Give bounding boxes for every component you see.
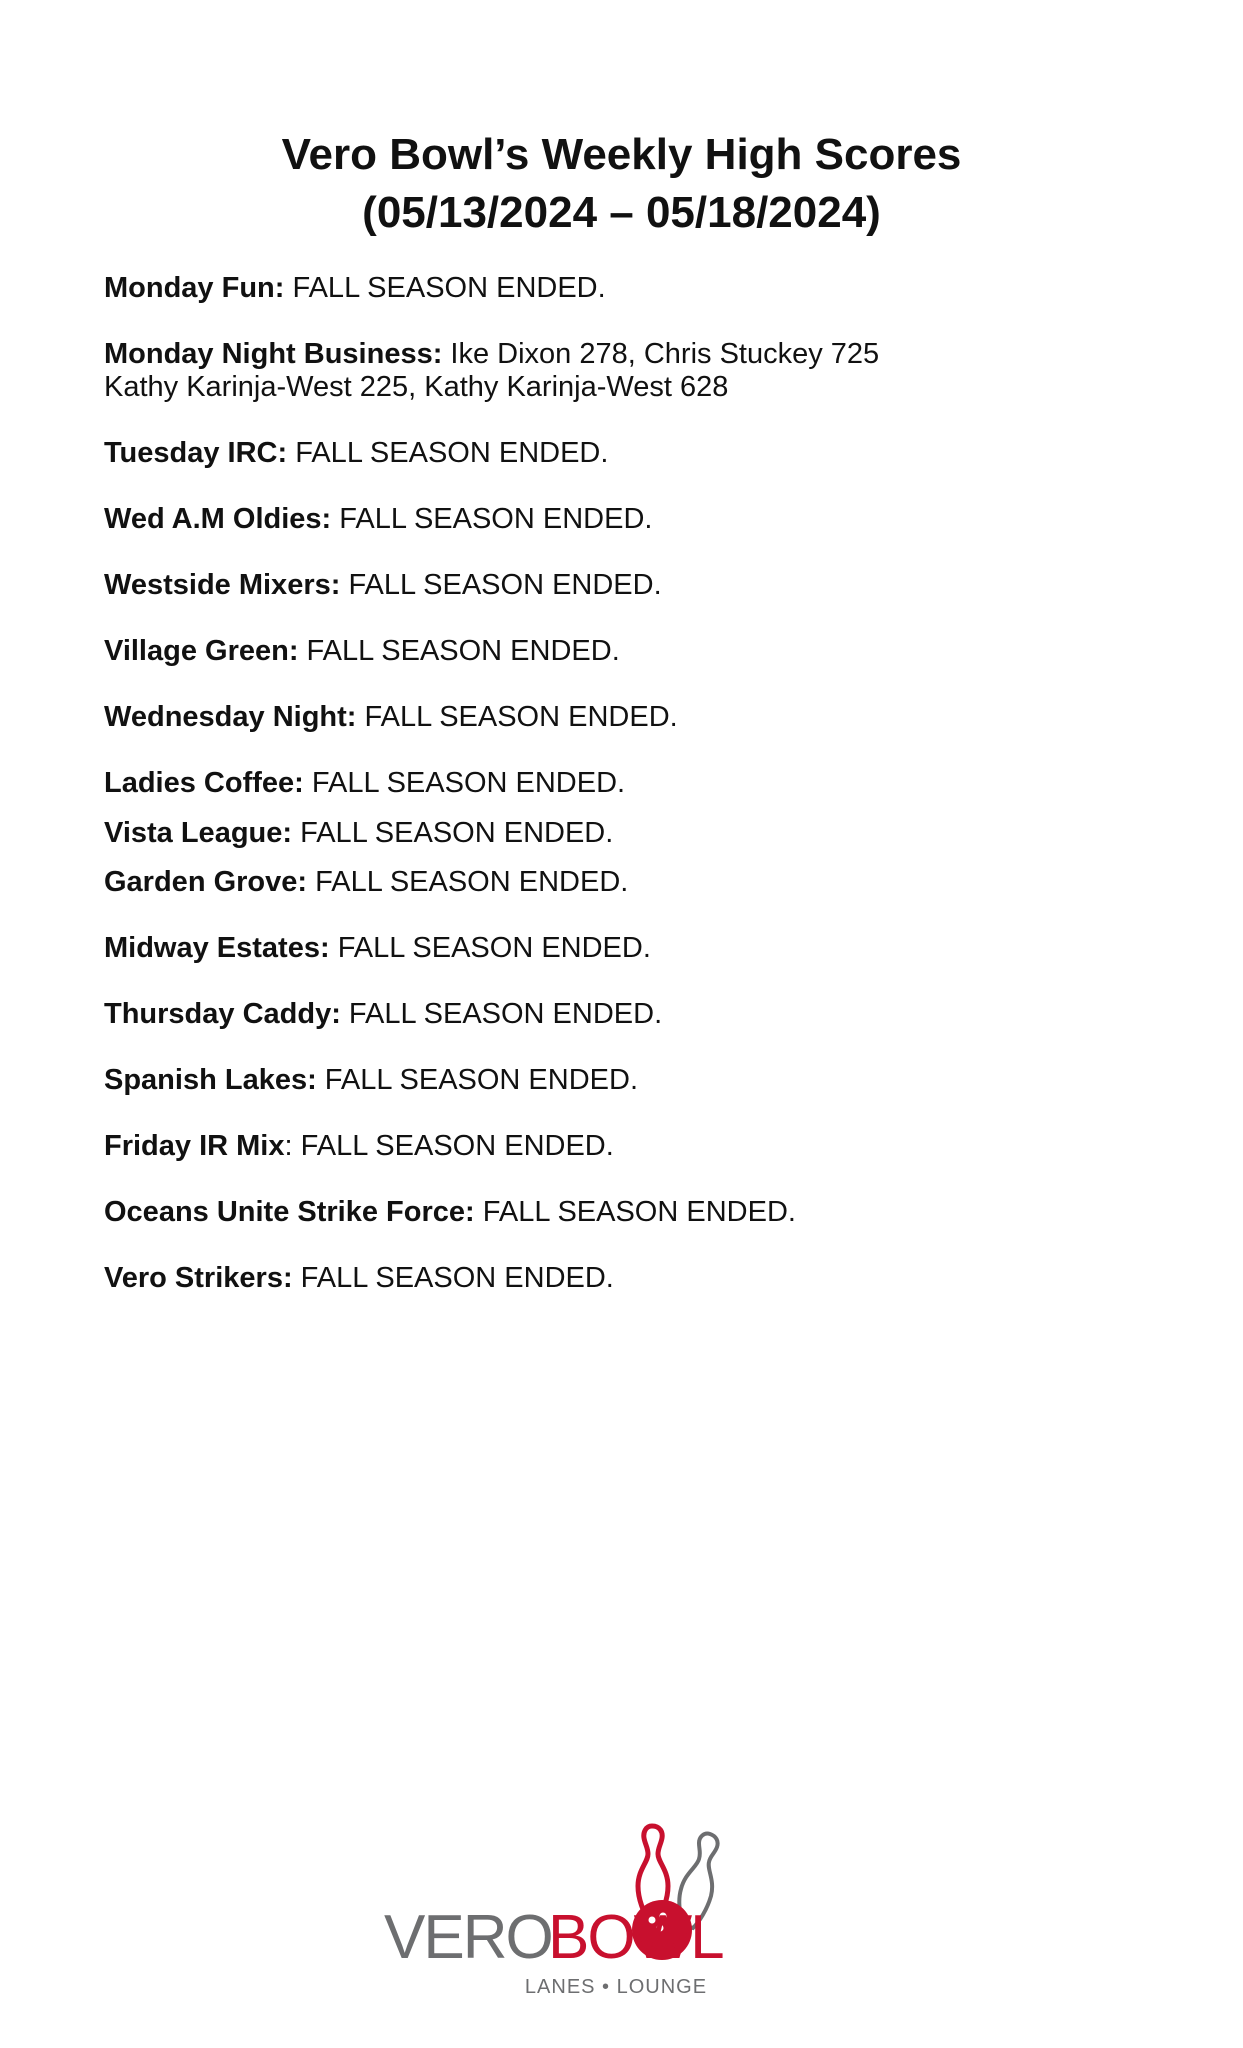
league-entry: [104, 503, 652, 536]
league-name: Tuesday IRC:: [104, 437, 288, 469]
league-entry: [104, 635, 620, 668]
league-name: Ladies Coffee:: [104, 767, 304, 799]
page-title: [0, 126, 1243, 242]
league-entry: [104, 1262, 614, 1295]
logo-word-vero: VERO: [384, 1903, 552, 1972]
league-result: FALL SEASON ENDED.: [474, 1196, 796, 1228]
league-name: Monday Night Business:: [104, 338, 443, 370]
league-result: FALL SEASON ENDED.: [292, 1262, 614, 1294]
league-name: Vero Strikers:: [104, 1262, 293, 1294]
league-result: FALL SEASON ENDED.: [356, 701, 678, 733]
league-entry: [104, 932, 651, 965]
league-name: Oceans Unite Strike Force:: [104, 1196, 475, 1228]
league-name: Village Green:: [104, 635, 299, 667]
league-entry: [104, 1130, 614, 1163]
league-result: FALL SEASON ENDED.: [331, 503, 653, 535]
logo-word-bowl: BOWL: [548, 1903, 723, 1972]
league-result: FALL SEASON ENDED.: [284, 272, 606, 304]
league-result: FALL SEASON ENDED.: [292, 817, 614, 849]
league-name: Wednesday Night:: [104, 701, 357, 733]
league-entry: [104, 272, 606, 305]
league-result: FALL SEASON ENDED.: [329, 932, 651, 964]
league-name: Monday Fun:: [104, 272, 285, 304]
logo-tagline: LANES • LOUNGE: [524, 1976, 708, 1998]
league-name: Spanish Lakes:: [104, 1064, 317, 1096]
league-name: Midway Estates:: [104, 932, 330, 964]
title-date-range: (05/13/2024 – 05/18/2024): [362, 188, 881, 237]
vero-bowl-logo: [380, 1820, 840, 2000]
league-entry: [104, 437, 608, 470]
league-name: Westside Mixers:: [104, 569, 341, 601]
league-name: Thursday Caddy:: [104, 998, 341, 1030]
league-entry: [104, 1196, 796, 1229]
league-result: Ike Dixon 278, Chris Stuckey 725: [442, 338, 880, 370]
league-entry: [104, 998, 662, 1031]
league-result: FALL SEASON ENDED.: [340, 998, 663, 1030]
league-result: FALL SEASON ENDED.: [298, 635, 620, 667]
league-name: Garden Grove:: [104, 866, 308, 898]
league-entry: [104, 767, 625, 800]
league-entry: [104, 701, 678, 734]
league-entry: [104, 569, 662, 602]
league-result: FALL SEASON ENDED.: [287, 437, 609, 469]
league-result: FALL SEASON ENDED.: [303, 767, 626, 799]
league-entry: [104, 817, 613, 850]
league-entry: [104, 1064, 638, 1097]
league-entry: [104, 338, 879, 404]
league-result-continued: Kathy Karinja-West 225, Kathy Karinja-West 628: [104, 371, 729, 403]
league-result: : FALL SEASON ENDED.: [284, 1130, 614, 1162]
league-result: FALL SEASON ENDED.: [307, 866, 629, 898]
league-result: FALL SEASON ENDED.: [316, 1064, 639, 1096]
league-entry: [104, 866, 628, 899]
league-name: Friday IR Mix: [104, 1130, 285, 1162]
league-name: Vista League:: [104, 817, 293, 849]
league-name: Wed A.M Oldies:: [104, 503, 332, 535]
title-line-1: Vero Bowl’s Weekly High Scores: [281, 130, 962, 179]
league-result: FALL SEASON ENDED.: [340, 569, 662, 601]
